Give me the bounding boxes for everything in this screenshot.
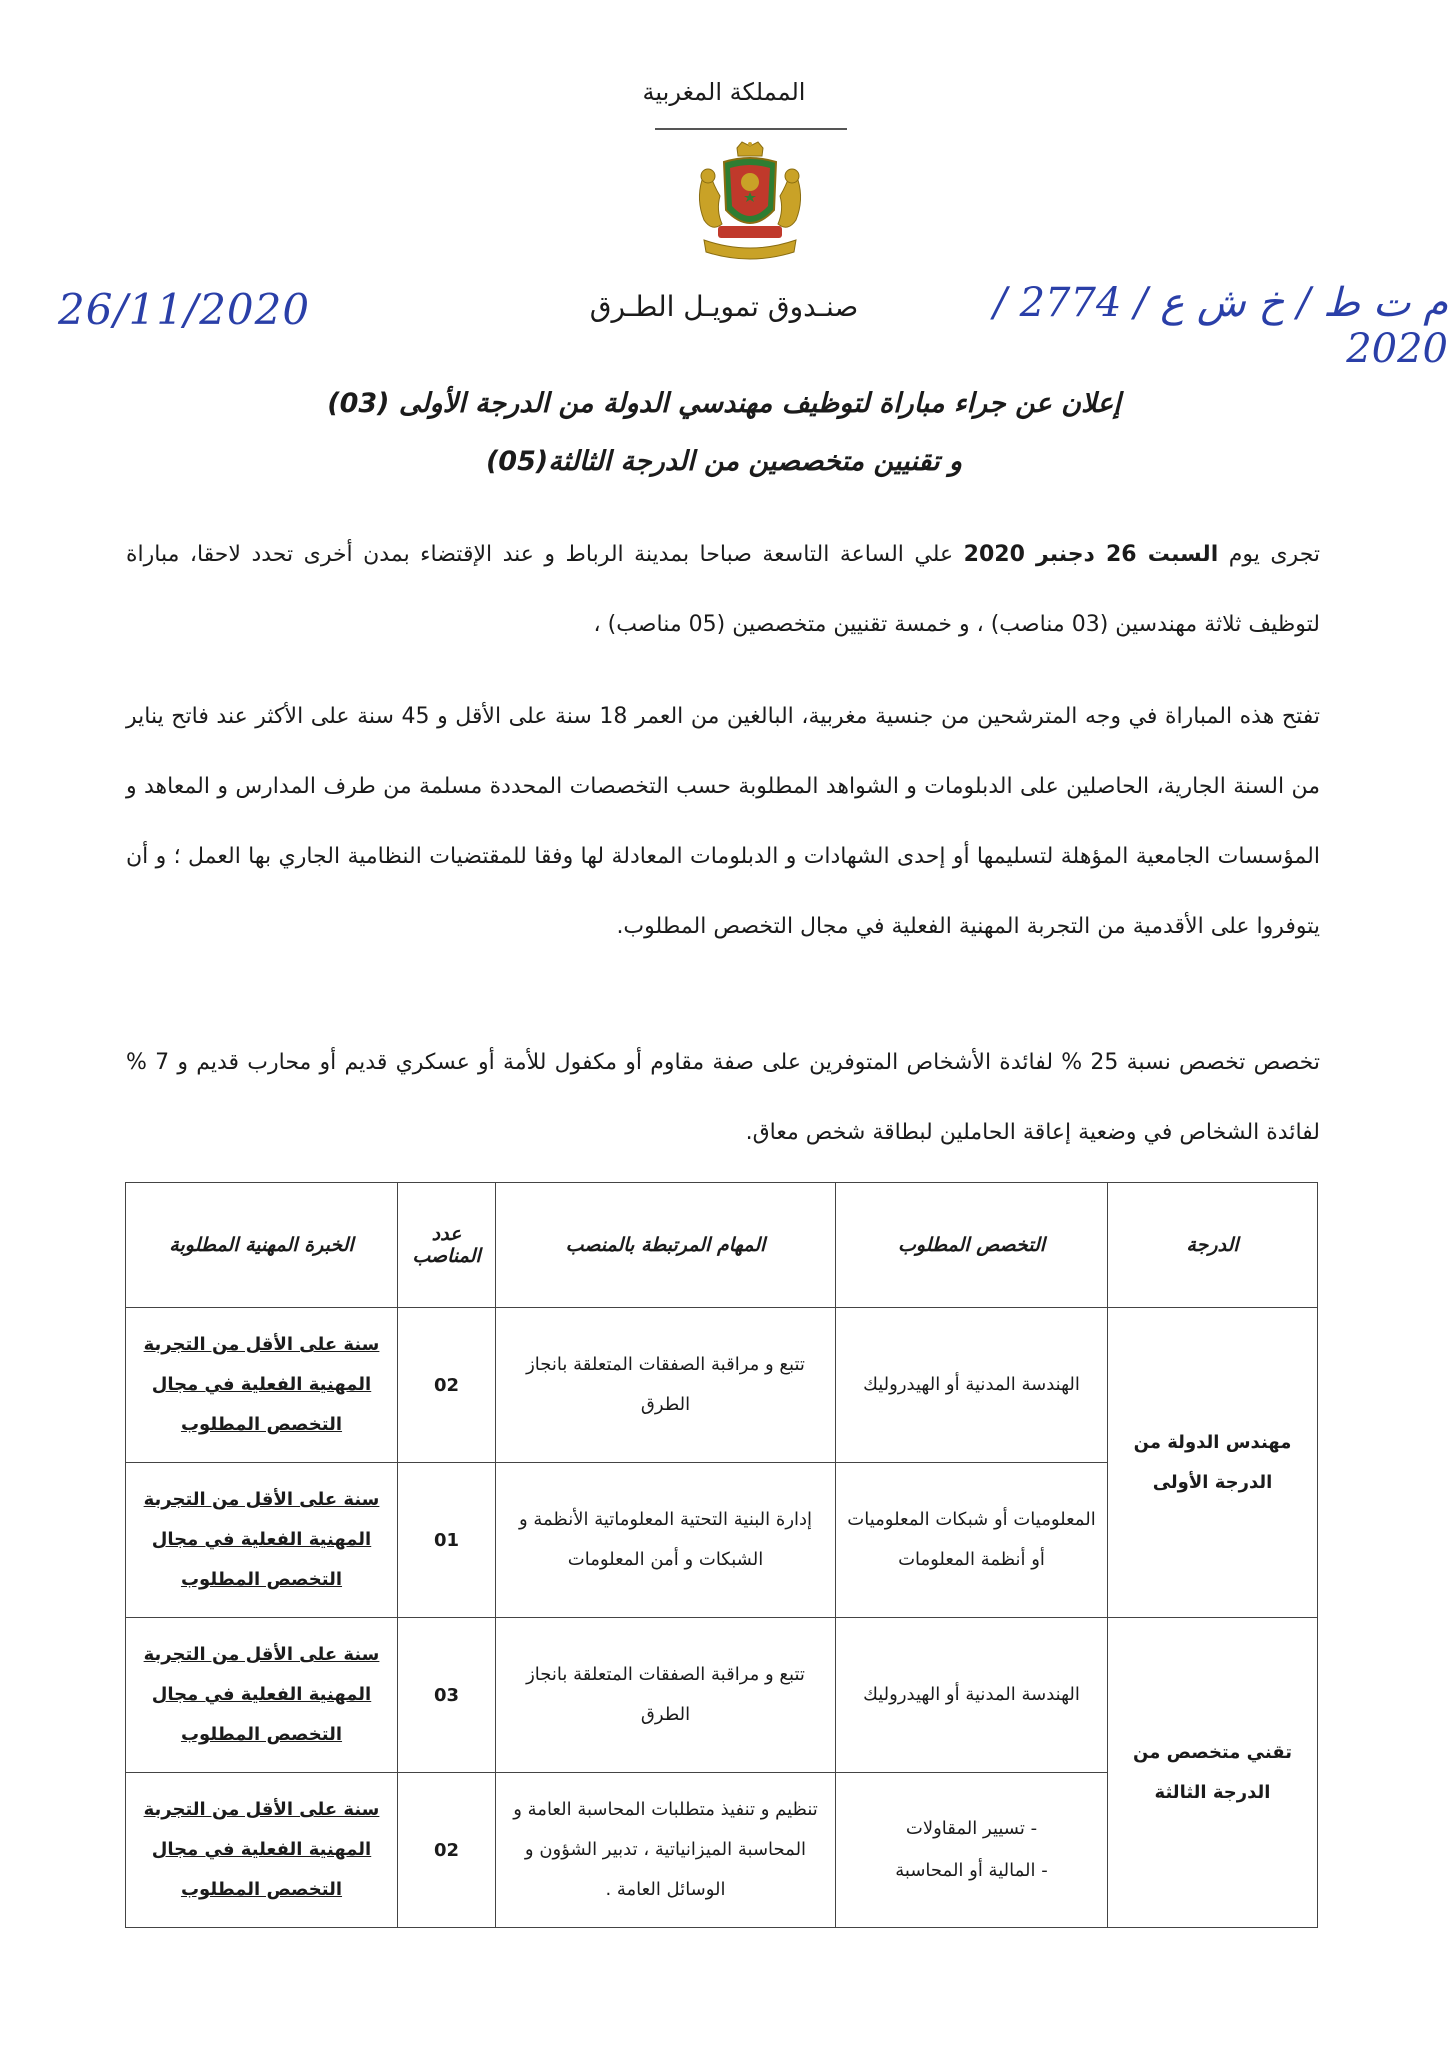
tasks-cell: تتبع و مراقبة الصفقات المتعلقة بانجاز الطرق	[496, 1618, 836, 1773]
tasks-cell: إدارة البنية التحتية المعلوماتية الأنظمة و الشبكات و أمن المعلومات	[496, 1463, 836, 1618]
tasks-cell: تنظيم و تنفيذ متطلبات المحاسبة العامة و المحاسبة الميزانياتية ، تدبير الشؤون و الوسائل العامة .	[496, 1773, 836, 1928]
table-row	[126, 1308, 1318, 1463]
experience-cell: سنة على الأقل من التجربة المهنية الفعلية في مجال التخصص المطلوب	[126, 1618, 398, 1773]
positions-table	[125, 1182, 1318, 1928]
grade-engineer: مهندس الدولة من الدرجة الأولى	[1108, 1308, 1318, 1618]
posts-cell: 03	[398, 1618, 496, 1773]
paragraph-eligibility: تفتح هذه المباراة في وجه المترشحين من جنسية مغربية، البالغين من العمر 18 سنة على الأقل و 45 سنة على الأكثر عند فاتح يناير من السنة الجارية، الحاصلين على الدبلومات و الشواهد المطلوبة حسب التخصصات المحددة مسلمة من طرف المدارس و المعاهد و المؤسسات الجامعية المؤهلة لتسليمها أو إحدى الشهادات و الدبلومات المعادلة لها وفقا للمقتضيات النظامية الجاري بها العمل ؛ و أن يتوفروا على الأقدمية من التجربة المهنية الفعلية في مجال التخصص المطلوب.	[126, 704, 1320, 939]
header-experience: الخبرة المهنية المطلوبة	[126, 1183, 398, 1308]
experience-cell: سنة على الأقل من التجربة المهنية الفعلية في مجال التخصص المطلوب	[126, 1463, 398, 1618]
header-grade: الدرجة	[1108, 1183, 1318, 1308]
fund-name: صنـدوق تمويـل الطـرق	[589, 290, 859, 323]
header-posts: عدد المناصب	[398, 1183, 496, 1308]
table-row	[126, 1618, 1318, 1773]
paragraph-exam-date-rest: علي الساعة التاسعة صباحا بمدينة الرباط و عند الإقتضاء بمدن أخرى تحدد لاحقا، مباراة لتوظيف ثلاثة مهندسين (03 مناصب) ، و خمسة تقنيين متخصصين (05 مناصب) ،	[126, 542, 1320, 637]
header-specialty: التخصص المطلوب	[836, 1183, 1108, 1308]
specialty-item: - المالية أو المحاسبة	[895, 1860, 1048, 1881]
announcement-title-line2: و تقنيين متخصصين من الدرجة الثالثة(05)	[485, 446, 963, 477]
paragraph-exam-date	[126, 520, 1320, 660]
posts-cell: 02	[398, 1773, 496, 1928]
handwritten-reference: م ت ط / خ ش ع / 2774 / 2020	[993, 280, 1448, 372]
paragraph-quota: تخصص تخصص نسبة 25 % لفائدة الأشخاص المتوفرين على صفة مقاوم أو مكفول للأمة أو عسكري قديم أو محارب قديم و 7 % لفائدة الشخاص في وضعية إعاقة الحاملين لبطاقة شخص معاق.	[126, 1050, 1320, 1145]
specialty-cell: الهندسة المدنية أو الهيدروليك	[836, 1618, 1108, 1773]
kingdom-heading: المملكة المغربية	[642, 78, 806, 106]
handwritten-date: 26/11/2020	[58, 285, 311, 334]
grade-technician: تقني متخصص من الدرجة الثالثة	[1108, 1618, 1318, 1928]
experience-cell: سنة على الأقل من التجربة المهنية الفعلية في مجال التخصص المطلوب	[126, 1308, 398, 1463]
experience-cell: سنة على الأقل من التجربة المهنية الفعلية في مجال التخصص المطلوب	[126, 1773, 398, 1928]
posts-cell: 02	[398, 1308, 496, 1463]
specialty-cell: الهندسة المدنية أو الهيدروليك	[836, 1308, 1108, 1463]
specialty-cell: المعلوميات أو شبكات المعلوميات أو أنظمة المعلومات	[836, 1463, 1108, 1618]
paragraph-exam-date-lead: تجرى يوم	[1218, 542, 1321, 567]
header-tasks: المهام المرتبطة بالمنصب	[496, 1183, 836, 1308]
exam-day: السبت 26 دجنبر 2020	[963, 542, 1219, 567]
posts-cell: 01	[398, 1463, 496, 1618]
specialty-item: - تسيير المقاولات	[905, 1818, 1038, 1839]
tasks-cell: تتبع و مراقبة الصفقات المتعلقة بانجاز الطرق	[496, 1308, 836, 1463]
announcement-title-line1: إعلان عن جراء مباراة لتوظيف مهندسي الدولة من الدرجة الأولى (03)	[327, 388, 1121, 419]
royal-coat-of-arms-emblem	[682, 140, 818, 270]
table-header-row	[126, 1183, 1318, 1308]
kingdom-underline	[655, 128, 847, 130]
specialty-cell	[836, 1773, 1108, 1928]
